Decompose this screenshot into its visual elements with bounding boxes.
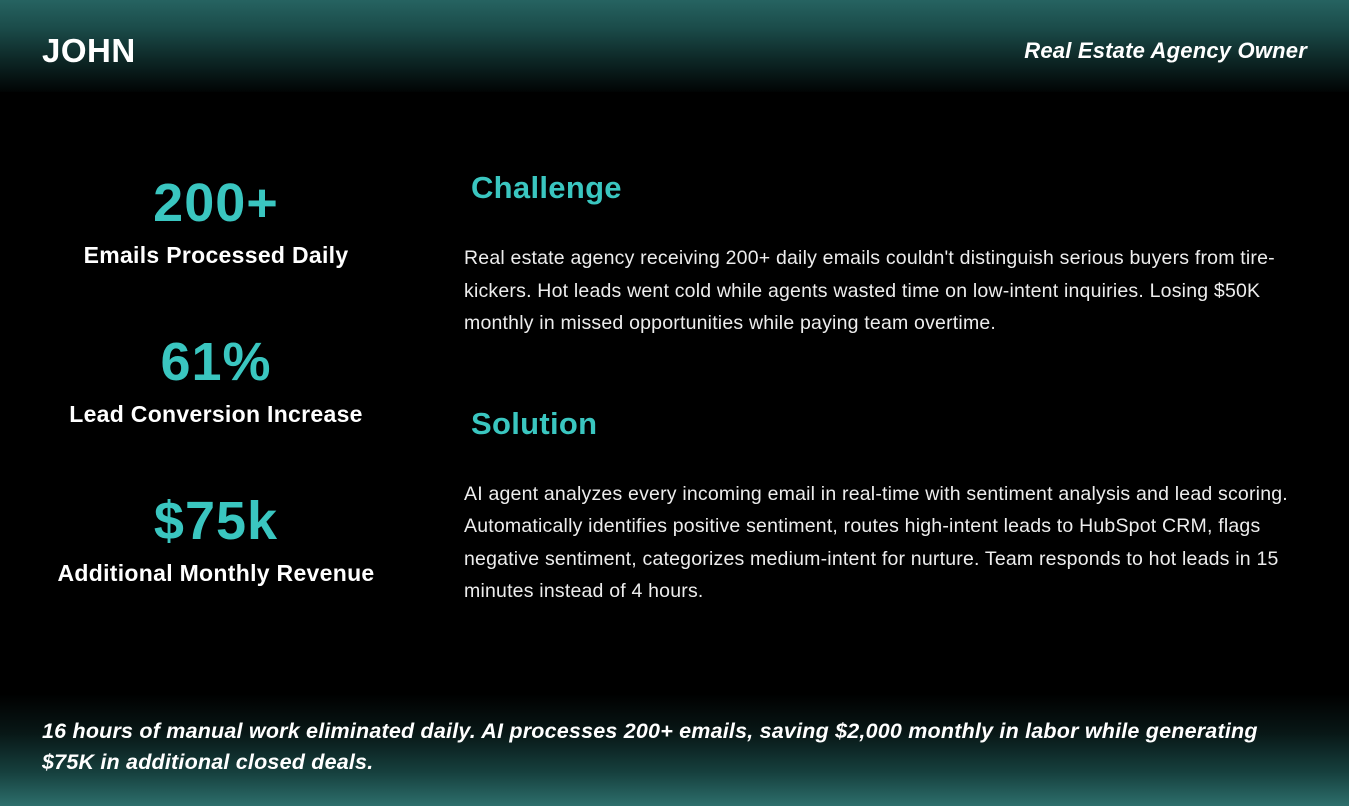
main-content <box>0 92 1349 694</box>
challenge-title: Challenge <box>471 170 622 205</box>
header-band <box>0 0 1349 92</box>
stat-label: Lead Conversion Increase <box>69 401 363 427</box>
challenge-section <box>464 168 1307 340</box>
stat-emails-processed <box>0 173 432 269</box>
solution-body: AI agent analyzes every incoming email in real-time with sentiment analysis and lead scoring. Automatically identifies positive sentiment, routes high-intent leads to HubSpot CRM, flags negative sentiment, categorizes medium-intent for nurture. Team responds to hot leads in 15 minutes instead of 4 hours. <box>464 482 1288 602</box>
stats-column <box>0 92 432 694</box>
footer-band <box>0 694 1349 806</box>
challenge-body: Real estate agency receiving 200+ daily emails couldn't distinguish serious buyers from tire-kickers. Hot leads went cold while agents wasted time on low-intent inquiries. Losing $50K monthly in missed opportunities while paying team overtime. <box>464 247 1275 334</box>
solution-section <box>464 404 1307 608</box>
solution-title: Solution <box>471 405 598 441</box>
person-name: JOHN <box>42 32 136 69</box>
stat-value: 61% <box>160 332 272 392</box>
stat-label: Additional Monthly Revenue <box>57 560 375 586</box>
stat-value: $75k <box>153 491 279 551</box>
stat-value: 200+ <box>153 173 279 233</box>
stat-label: Emails Processed Daily <box>83 242 349 268</box>
footer-summary: 16 hours of manual work eliminated daily. AI processes 200+ emails, saving $2,000 monthly in labor while generating $75K in additional closed deals. <box>42 719 1258 774</box>
content-column <box>432 92 1349 694</box>
person-role: Real Estate Agency Owner <box>1024 38 1307 63</box>
stat-lead-conversion <box>0 332 432 428</box>
stat-additional-revenue <box>0 491 432 587</box>
